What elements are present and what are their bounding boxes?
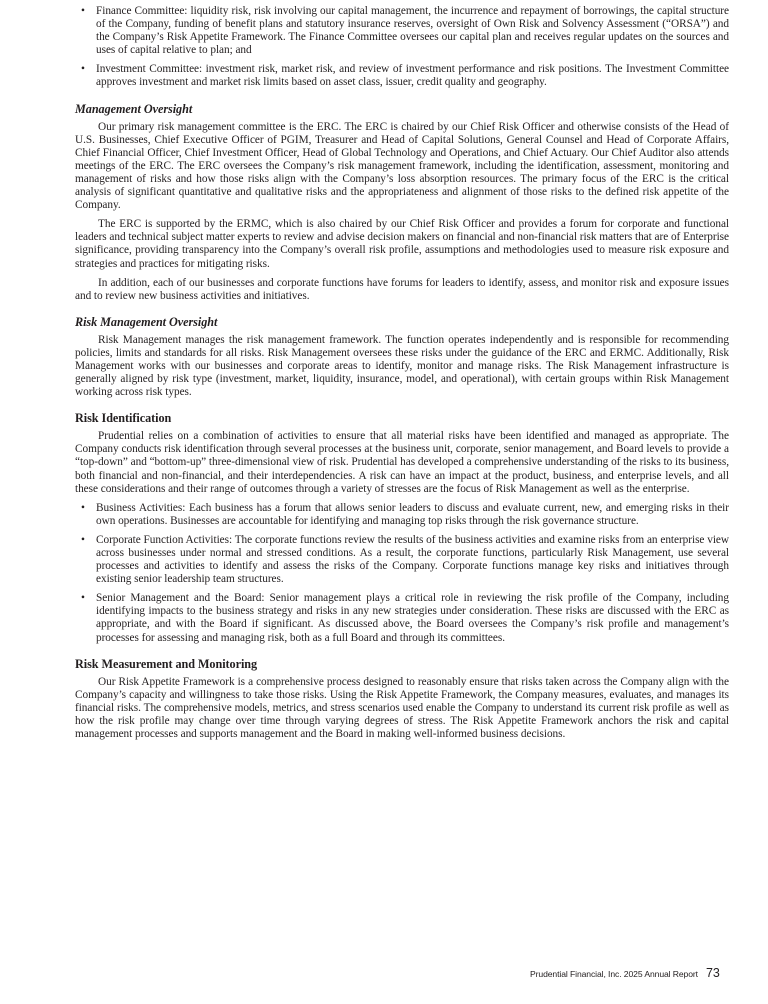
paragraph-forums: In addition, each of our businesses and corporate functions have forums for leaders to identify, assess, and monitor risk and exposure issues and to review new business activities and initiatives. bbox=[75, 276, 729, 302]
document-page bbox=[75, 0, 729, 747]
page-footer bbox=[530, 964, 720, 982]
bullet-text: Finance Committee: liquidity risk, risk involving our capital management, the incurrence and repayment of borrowings, the capital structure of the Company, funding of benefit plans and statutory insurance reserves, oversight of Own Risk and Solvency Assessment (“ORSA”) and the Company’s Risk Appetite Framework. The Finance Committee oversees our capital plan and receives regular updates on the sources and uses of capital relative to plan; and bbox=[96, 5, 729, 57]
paragraph-ermc: The ERC is supported by the ERMC, which is also chaired by our Chief Risk Officer and provides a forum for corporate and functional leaders and technical subject matter experts to review and advise decision makers on financial and non-financial risk matters that are of Enterprise significance, providing transparency into the Company’s overall risk profile, assumptions and methodologies used to measure risk exposure and strategies and practices for mitigating risks. bbox=[75, 218, 729, 270]
bullet-text: Senior Management and the Board: Senior management plays a critical role in reviewing the risk profile of the Company, including identifying impacts to the business strategy and risks in any new strategies under consideration. These risks are discussed with the ERC as appropriate, and with the Board if significant. As discussed above, the Board oversees the Company’s risk profile and management’s processes for assessing and managing risk, both as a full Board and through its committees. bbox=[96, 592, 729, 644]
heading-risk-measurement: Risk Measurement and Monitoring bbox=[75, 656, 258, 671]
bullet-senior-management-board bbox=[75, 592, 729, 644]
bullet-text: Business Activities: Each business has a forum that allows senior leaders to discuss and evaluate current, new, and emerging risks in their own operations. Businesses are accountable for identifying and managing top risks through the risk governance structure. bbox=[96, 501, 729, 527]
paragraph-erc: Our primary risk management committee is the ERC. The ERC is chaired by our Chief Risk Officer and otherwise consists of the Head of U.S. Businesses, Chief Executive Officer of PGIM, Treasurer and Head of Capital Solutions, General Counsel and Head of Corporate Affairs, Chief Financial Officer, Chief Investment Officer, Head of Global Technology and Operations, and Chief Actuary. Our Chief Auditor also attends meetings of the ERC. The ERC oversees the Company’s risk management framework, including the identification, assessment, monitoring and management of risks and how those risks align with the Company’s loss absorption resources. The primary focus of the ERC is the critical analysis of significant quantitative and qualitative risks and the appropriateness and alignment of those risks to the defined risk appetite of the Company. bbox=[75, 120, 729, 212]
bullet-corporate-function-activities bbox=[75, 534, 729, 586]
footer-report-label: Prudential Financial, Inc. 2025 Annual Report bbox=[530, 969, 698, 979]
committee-bullet-list bbox=[75, 5, 729, 90]
heading-management-oversight: Management Oversight bbox=[75, 101, 193, 116]
page-number: 73 bbox=[705, 966, 720, 980]
paragraph-risk-identification: Prudential relies on a combination of activities to ensure that all material risks have been identified and managed as appropriate. The Company conducts risk identification through several processes at the business unit, corporate, senior management, and Board levels to provide a “top-down” and “bottom-up” three-dimensional view of risk. Prudential has developed a comprehensive understanding of the risks to its business, both financial and non-financial, and their interdependencies. A risk can have an impact at the product, business, and enterprise levels, and all these considerations and their range of outcomes through a variety of stresses are the focus of Risk Management as well as the enterprise. bbox=[75, 430, 729, 495]
bullet-investment-committee bbox=[75, 63, 729, 89]
bullet-icon: • bbox=[81, 592, 85, 605]
bullet-business-activities bbox=[75, 502, 729, 528]
paragraph-risk-management: Risk Management manages the risk management framework. The function operates independently and is responsible for recommending policies, limits and standards for all risks. Risk Management oversees these risks under the guidance of the ERC and ERMC. Additionally, Risk Management works with our businesses and corporate areas to identify, monitor and manage risks. The Risk Management infrastructure is generally aligned by risk type (investment, market, liquidity, insurance, model, and operational), with certain groups within Risk Management working across risk types. bbox=[75, 333, 729, 399]
heading-risk-identification: Risk Identification bbox=[75, 411, 172, 426]
bullet-icon: • bbox=[81, 63, 85, 76]
bullet-icon: • bbox=[81, 5, 85, 17]
bullet-text: Corporate Function Activities: The corporate functions review the results of the business activities and examine risks from an enterprise view across businesses under normal and stressed conditions. As a result, the corporate functions, particularly Risk Management, use several processes and activities to identify and assess the risks of the Company. Corporate functions manage key risks and initiatives through existing senior leadership team structures. bbox=[96, 533, 729, 586]
heading-risk-management-oversight: Risk Management Oversight bbox=[75, 314, 218, 329]
bullet-finance-committee bbox=[75, 5, 729, 57]
risk-identification-bullet-list bbox=[75, 502, 729, 645]
paragraph-risk-appetite-framework: Our Risk Appetite Framework is a comprehensive process designed to reasonably ensure that risks taken across the Company align with the Company’s capacity and willingness to take those risks. Using the Risk Appetite Framework, the Company measures, evaluates, and manages its financial risks. The comprehensive models, metrics, and stress scenarios used enable the Company to understand its current risk profile as well as how the risk profile may change over time through varying degrees of stress. The Risk Appetite Framework anchors the risk and capital management processes and supports management and the Board in making well-informed business decisions. bbox=[75, 675, 729, 741]
bullet-icon: • bbox=[81, 501, 85, 514]
bullet-text: Investment Committee: investment risk, market risk, and review of investment performance and risk positions. The Investment Committee approves investment and market risk limits based on asset class, issuer, credit quality and geography. bbox=[96, 63, 729, 89]
bullet-icon: • bbox=[81, 533, 85, 546]
